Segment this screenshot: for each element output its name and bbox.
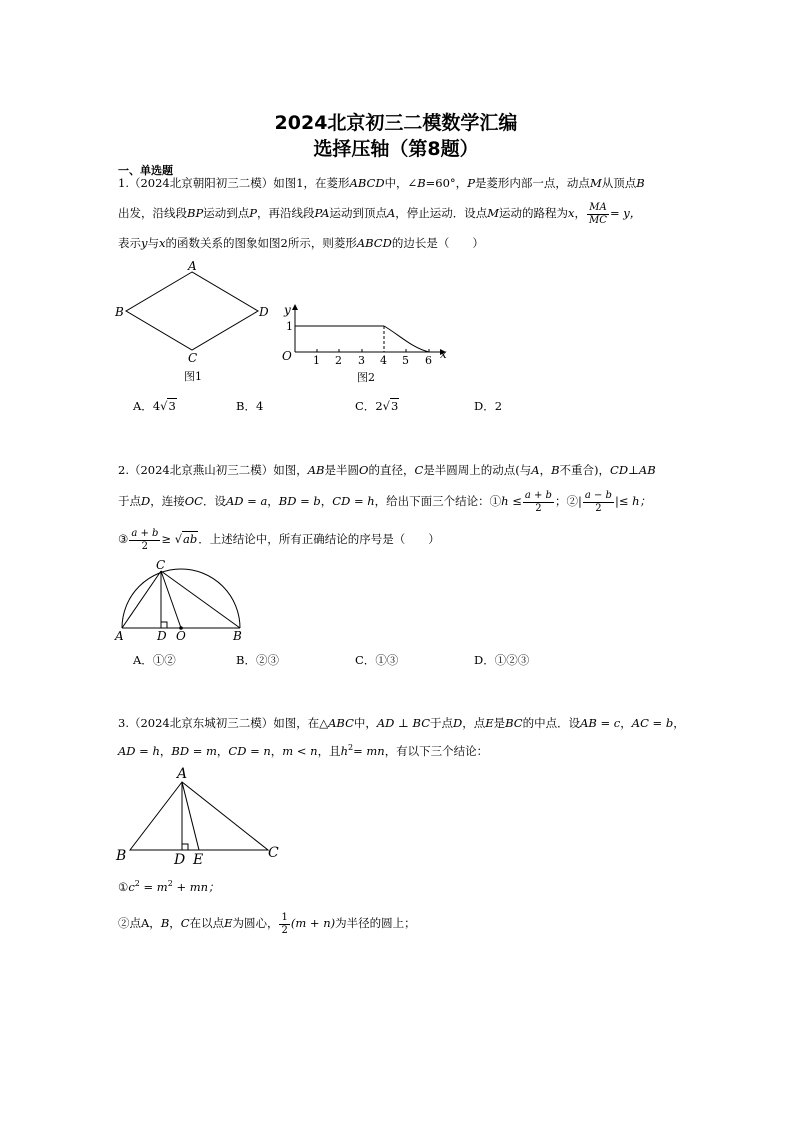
q1-line1: 1.（2024北京朝阳初三二模）如图1，在菱形ABCD中，∠B=60°，P是菱形内部一点，动点M从顶点B <box>118 176 645 190</box>
q1-line3: 表示y与x的函数关系的图象如图2所示，则菱形ABCD的边长是（ ） <box>118 236 484 250</box>
q2-fraction-1: $\frac{a + b}{2}$ <box>524 490 552 514</box>
segment-CA <box>122 571 161 628</box>
q1-option-c[interactable]: C．2√3 <box>355 399 399 413</box>
y-axis-arrow <box>292 304 298 310</box>
q1-figure1-rhombus <box>112 258 272 388</box>
q1-option-b[interactable]: B．4 <box>236 399 264 413</box>
q1-option-d[interactable]: D．2 <box>474 399 503 413</box>
q3-fraction-half: $\frac{1}{2}$ <box>281 912 288 936</box>
label-C: C <box>156 558 166 572</box>
y-tick-1: 1 <box>286 320 293 333</box>
graph-curve-segment <box>384 326 429 352</box>
origin-label: O <box>282 349 292 363</box>
q1-fraction: $\frac{MA}{MC}$ <box>589 202 607 226</box>
q3-line1: 3.（2024北京东城初三二模）如图，在△ABC中，AD ⊥ BC于点D，点E是BC的中点．设AB = c，AC = b， <box>118 716 685 730</box>
label-B: B <box>116 848 127 864</box>
right-angle-mark <box>182 844 188 850</box>
q2-option-b[interactable]: B．②③ <box>236 653 279 667</box>
q2-line3: ③ $\frac{a + b}{2}$ ≥ √ab．上述结论中，所有正确结论的序号是（ ） <box>118 528 440 552</box>
x-tick-label-3: 3 <box>358 354 365 367</box>
doc-title-line1: 2024北京初三二模数学汇编 <box>274 112 518 134</box>
q3-line2: AD = h，BD = m，CD = n，m < n，且$h^2=$ mn，有以下三个结论： <box>118 743 489 758</box>
right-angle-mark <box>161 622 167 628</box>
q2-figure-semicircle <box>112 558 252 644</box>
q3-conclusion-2: ②点A，B，C在以点E为圆心， $\frac{1}{2}$ (m + n)为半径的圆上； <box>118 912 416 936</box>
label-D: D <box>174 852 186 868</box>
rhombus-shape <box>126 272 258 350</box>
doc-title-line2: 选择压轴（第8题） <box>313 138 479 160</box>
label-D: D <box>157 629 167 643</box>
q2-line2: 于点D，连接OC．设AD = a，BD = b，CD = h，给出下面三个结论：①h ≤ $\frac{a + b}{2}$ ；②| $\frac{a - b}{2}$ |≤ h； <box>118 490 652 514</box>
x-tick-label-4: 4 <box>380 354 387 367</box>
label-A: A <box>115 629 124 643</box>
x-tick-label-1: 1 <box>313 354 320 367</box>
label-D: D <box>259 305 269 319</box>
q2-fraction-2: $\frac{a - b}{2}$ <box>584 490 612 514</box>
x-tick-label-6: 6 <box>425 354 432 367</box>
q1-option-a[interactable]: A．4√3 <box>133 399 176 413</box>
label-B: B <box>115 305 124 319</box>
semicircle-arc <box>122 569 240 628</box>
label-A: A <box>188 259 197 273</box>
q2-option-a[interactable]: A．①② <box>133 653 176 667</box>
label-O: O <box>176 629 186 643</box>
q2-fraction-3: $\frac{a + b}{2}$ <box>131 528 159 552</box>
figure2-caption: 图2 <box>357 371 375 384</box>
q1-figure2-graph <box>280 300 450 388</box>
label-A: A <box>177 766 188 782</box>
label-B: B <box>233 629 242 643</box>
y-axis-label: y <box>284 303 291 317</box>
q2-line1: 2.（2024北京燕山初三二模）如图，AB是半圆O的直径，C是半圆周上的动点(与A，B不重合)，CD⊥AB <box>118 463 656 477</box>
label-C: C <box>268 845 279 861</box>
figure1-caption: 图1 <box>184 370 202 383</box>
median-AE <box>182 782 199 850</box>
segment-CB <box>161 571 240 628</box>
segment-OC <box>161 571 181 628</box>
triangle-ABC <box>130 782 268 850</box>
x-tick-label-5: 5 <box>402 354 409 367</box>
q3-figure-triangle <box>112 764 292 868</box>
x-tick-label-2: 2 <box>335 354 342 367</box>
label-E: E <box>193 852 204 868</box>
x-axis-label: x <box>440 347 447 361</box>
label-C: C <box>188 351 198 365</box>
q2-option-d[interactable]: D．①②③ <box>474 653 530 667</box>
q3-conclusion-1: $①c^2 = m^2$ + mn； <box>118 879 220 894</box>
section-heading: 一、单选题 <box>118 164 173 177</box>
q1-line2: 出发，沿线段BP运动到点P，再沿线段PA运动到顶点A，停止运动．设点M运动的路程为x， $\frac{MA}{MC}$ = y， <box>118 202 642 226</box>
q2-option-c[interactable]: C．①③ <box>355 653 399 667</box>
